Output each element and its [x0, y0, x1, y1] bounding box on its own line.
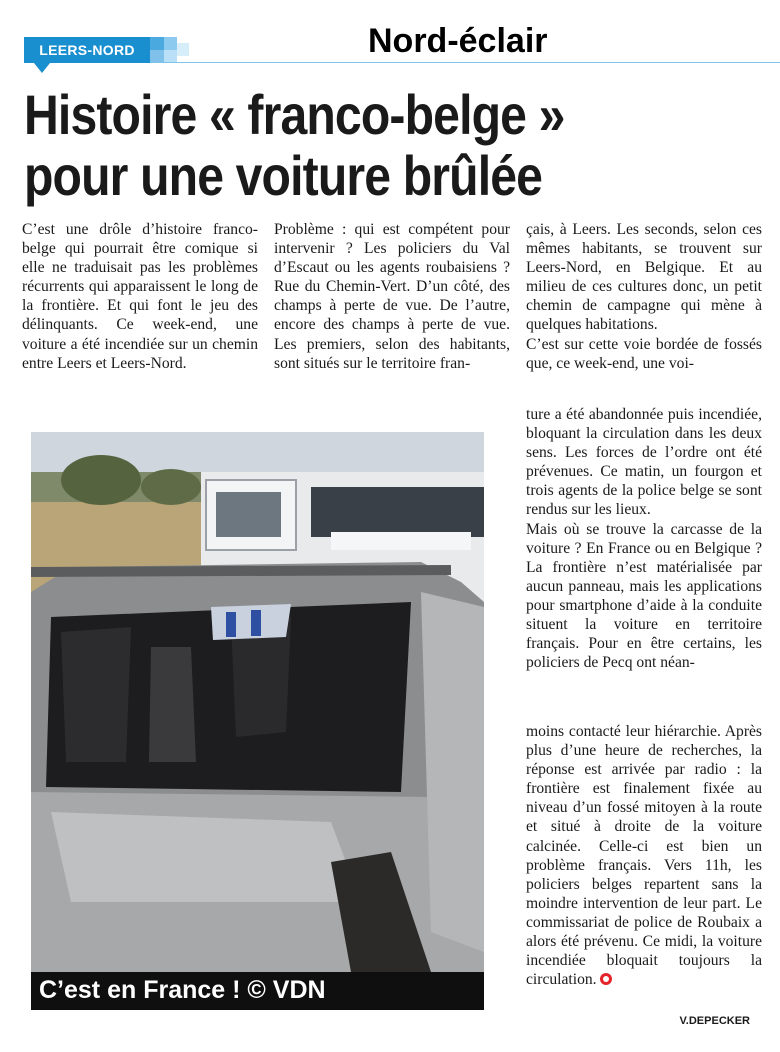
article-column-1: C’est une drôle d’histoire franco-belge qui pourrait être comique si elle ne traduisait pas les problèmes récurrents qui apparaissent le long de la frontière. Et qui font le jeu des délinquants. Ce week-end, une voiture a été incendiée sur un chemin entre Leers et Leers-Nord. [22, 221, 258, 372]
headline: Histoire « franco-belge » pour une voiture brûlée [24, 83, 565, 207]
article-paragraph: Mais où se trouve la carcasse de la voiture ? En France ou en Belgique ? La frontière n’est matérialisée par aucun panneau, mais les applications pour smartphone d’aide à la conduite situent la voiture en territoire français. Pour en être certains, les policiers de Pecq ont néan- [526, 520, 762, 672]
article-paragraph: çais, à Leers. Les seconds, selon ces mêmes habitants, se trouvent sur Leers-Nord, en Belgique. Et au milieu de ces cultures donc, un petit chemin de campagne qui mène à quelques habitations. [526, 221, 762, 334]
article-paragraph: moins contacté leur hiérarchie. Après plus d’une heure de recherches, la réponse est arrivée par radio : la frontière est finalement fixée au niveau d’un fossé mitoyen à la route et situé à droite de la voiture calcinée. Celle-ci est bien un problème français. Vers 11h, les policiers belges repartent sans la moindre intervention de leur part. Le commissariat de police de Roubaix a alors été prévenu. Ce midi, la voiture incendiée bloquait toujours la circulation. [526, 723, 762, 989]
author-byline: V.DEPECKER [679, 1015, 750, 1027]
article-column-3 [526, 220, 762, 373]
photo-caption: C’est en France ! © VDN [39, 976, 326, 1004]
article-paragraph: C’est sur cette voie bordée de fossés que, ce week-end, une voi- [526, 335, 762, 372]
section-label: LEERS-NORD [39, 42, 135, 58]
article-paragraph: ture a été abandonnée puis incendiée, bloquant la circulation dans les deux sens. Les forces de l’ordre ont été prévenues. Ce matin, un fourgon et trois agents de la police belge se sont rendus sur les lieux. [526, 406, 762, 519]
header-rule [150, 62, 780, 63]
burned-car-photo [31, 432, 484, 1010]
section-tag-decoration [150, 37, 190, 63]
newspaper-masthead: Nord-éclair [368, 22, 548, 60]
end-of-article-icon [600, 973, 612, 985]
article-column-3-continued [526, 405, 762, 672]
photo-illustration [31, 432, 484, 1010]
photo-caption-bar [31, 972, 484, 1010]
article-column-3-end [526, 722, 762, 989]
article-column-2: Problème : qui est compétent pour intervenir ? Les policiers du Val d’Escaut ou les agents roubaisiens ? Rue du Chemin-Vert. D’un côté, des champs à perte de vue. De l’autre, encore des champs à perte de vue. Les premiers, selon des habitants, sont situés sur le territoire fran- [274, 221, 510, 372]
section-tag [24, 37, 150, 63]
section-tag-pointer [34, 63, 50, 73]
